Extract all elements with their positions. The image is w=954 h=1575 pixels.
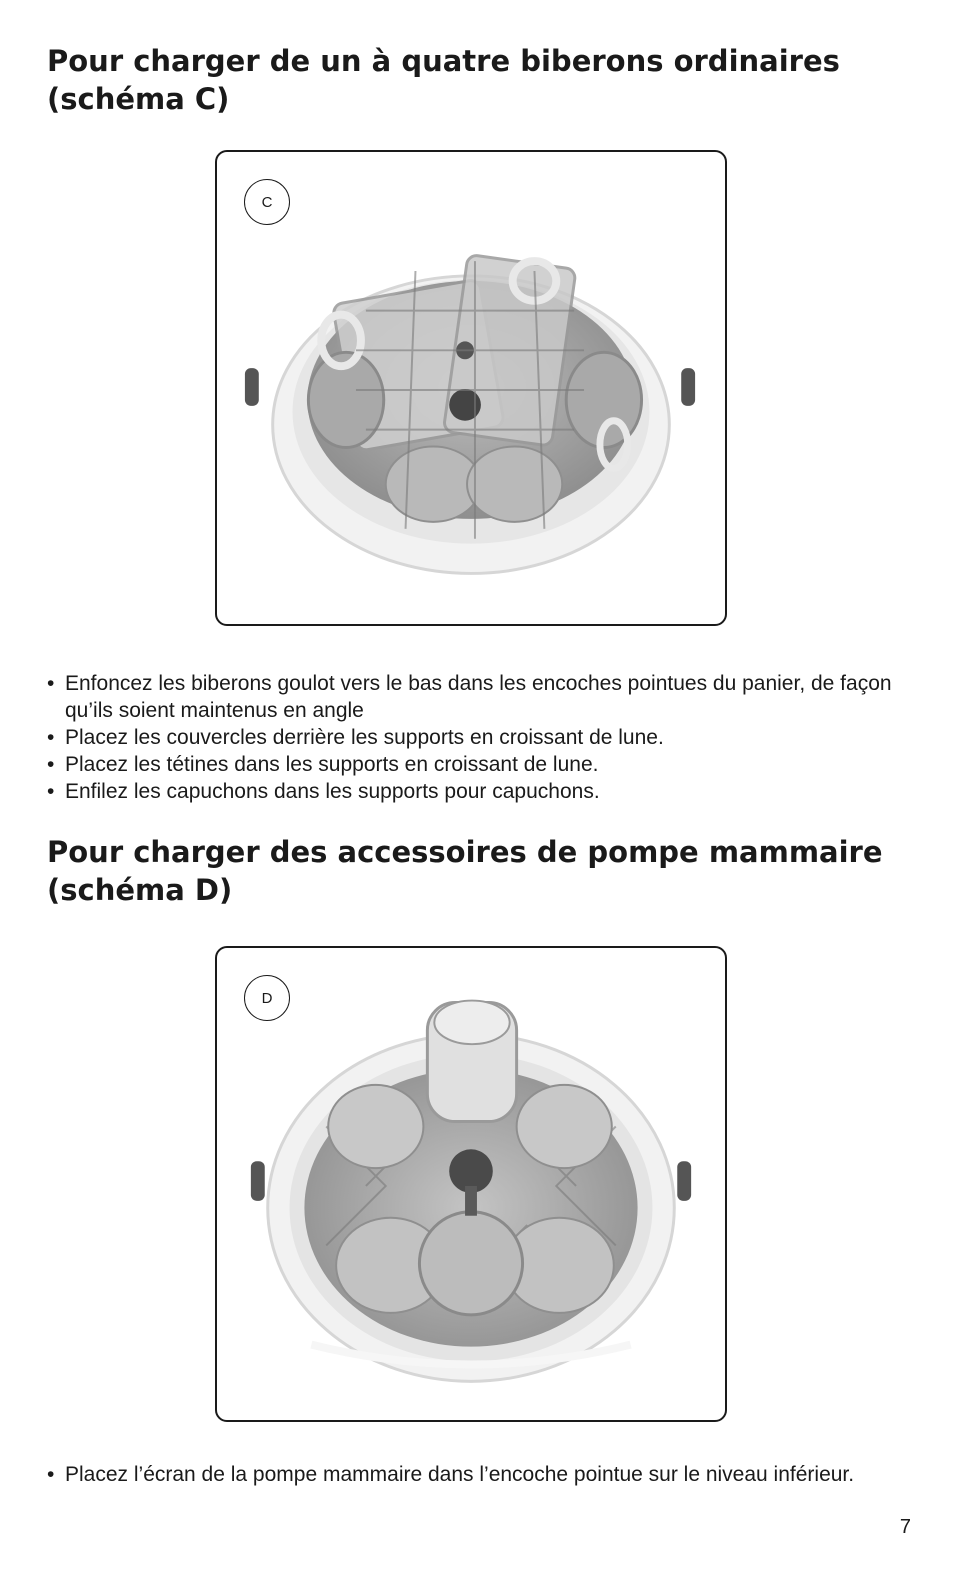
heading-line: (schéma C) bbox=[47, 82, 230, 116]
figure-label: D bbox=[244, 975, 290, 1021]
list-item: • Placez l’écran de la pompe mammaire dans l’encoche pointue sur le niveau inférieur. bbox=[47, 1461, 907, 1488]
figure-label: C bbox=[244, 179, 290, 225]
bullet-list-breast-pump bbox=[47, 1461, 907, 1488]
section-heading-bottles bbox=[47, 42, 907, 118]
heading-line: Pour charger des accessoires de pompe mammaire bbox=[47, 835, 883, 869]
list-item: • Enfilez les capuchons dans les supports pour capuchons. bbox=[47, 778, 907, 805]
page-number: 7 bbox=[899, 1516, 911, 1538]
heading-line: Pour charger de un à quatre biberons ordinaires bbox=[47, 44, 840, 78]
heading-line: (schéma D) bbox=[47, 873, 233, 907]
figure-d bbox=[215, 946, 727, 1422]
section-heading-breast-pump bbox=[47, 833, 907, 909]
list-item: • Placez les tétines dans les supports en croissant de lune. bbox=[47, 751, 907, 778]
list-item: • Placez les couvercles derrière les supports en croissant de lune. bbox=[47, 724, 907, 751]
list-item: • Enfoncez les biberons goulot vers le bas dans les encoches pointues du panier, de façon qu’ils soient maintenus en angle bbox=[47, 670, 907, 724]
figure-c bbox=[215, 150, 727, 626]
sterilizer-pump-parts-icon bbox=[217, 948, 725, 1420]
bullet-list-bottles bbox=[47, 670, 907, 805]
sterilizer-bottles-icon bbox=[217, 152, 725, 624]
